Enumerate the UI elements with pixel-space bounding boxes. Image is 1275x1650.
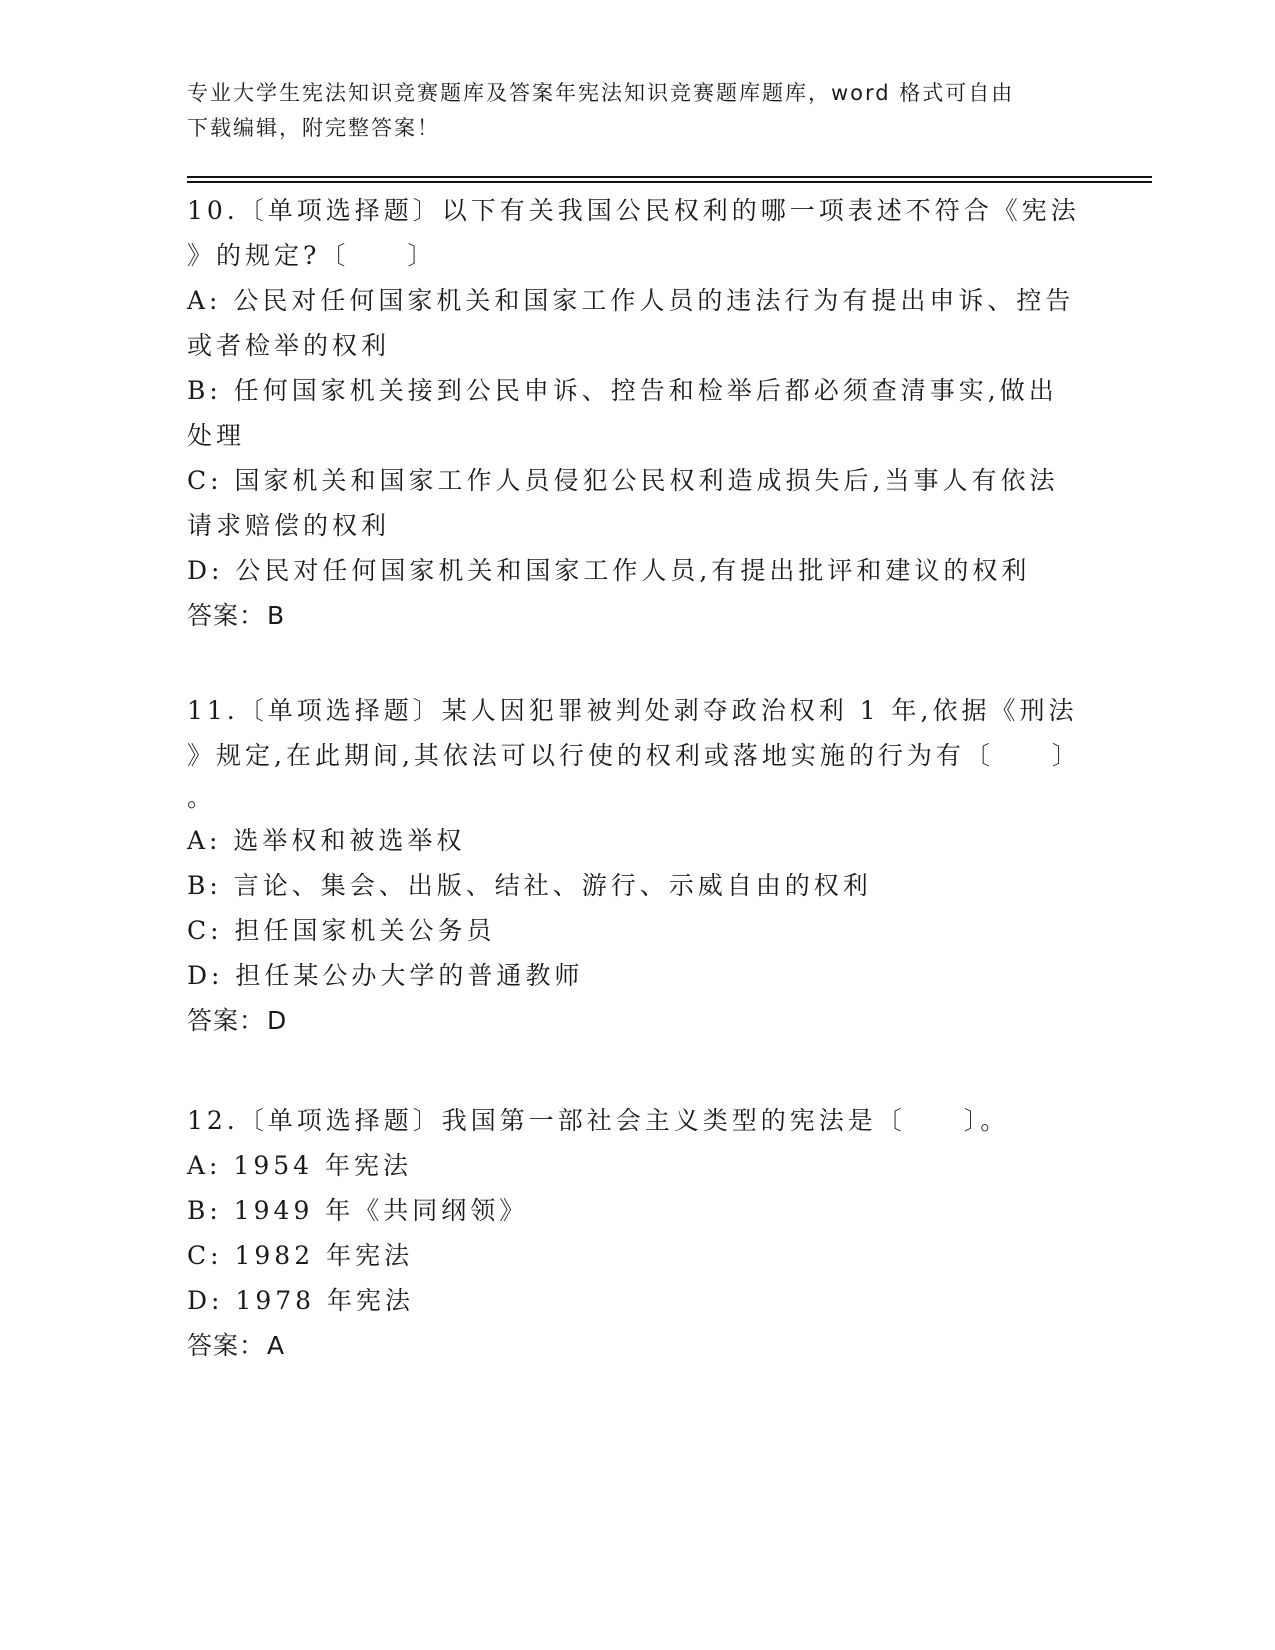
header-divider-bottom <box>187 181 1152 183</box>
question-stem-line: 》规定,在此期间,其依法可以行使的权利或落地实施的行为有〔 〕 <box>187 741 1081 770</box>
answer-line <box>187 998 1087 1043</box>
question-11 <box>187 688 1087 1043</box>
answer-line <box>187 593 1087 638</box>
answer-value: B <box>267 601 286 630</box>
option-a-line: A: 选举权和被选举权 <box>187 826 466 855</box>
question-stem-line: 11.〔单项选择题〕某人因犯罪被判处剥夺政治权利 1 年,依据《刑法 <box>187 696 1078 725</box>
answer-label: 答案： <box>187 1331 266 1360</box>
option-b-line: B: 言论、集会、出版、结社、游行、示威自由的权利 <box>187 871 872 900</box>
option-b-line: 处理 <box>187 421 246 450</box>
option-d-line: D: 1978 年宪法 <box>187 1286 414 1315</box>
option-c-line: C: 国家机关和国家工作人员侵犯公民权利造成损失后,当事人有依法 <box>187 466 1059 495</box>
option-d-line: D: 公民对任何国家机关和国家工作人员,有提出批评和建议的权利 <box>187 556 1031 585</box>
question-stem-line: 。 <box>187 783 217 812</box>
answer-line <box>187 1323 1087 1368</box>
header-divider-top <box>187 176 1152 178</box>
option-a-line: A: 公民对任何国家机关和国家工作人员的违法行为有提出申诉、控告 <box>187 286 1075 315</box>
answer-label: 答案： <box>187 601 266 630</box>
question-stem-line: 12.〔单项选择题〕我国第一部社会主义类型的宪法是〔 〕。 <box>187 1106 1010 1135</box>
answer-value: A <box>267 1331 286 1360</box>
question-stem-line: 》的规定?〔 〕 <box>187 241 437 270</box>
option-c-line: 请求赔偿的权利 <box>187 511 391 540</box>
option-a-line: 或者检举的权利 <box>187 331 391 360</box>
option-b-line: B: 1949 年《共同纲领》 <box>187 1196 529 1225</box>
option-d-line: D: 担任某公办大学的普通教师 <box>187 961 584 990</box>
question-10 <box>187 188 1087 638</box>
option-c-line: C: 1982 年宪法 <box>187 1241 414 1270</box>
option-c-line: C: 担任国家机关公务员 <box>187 916 496 945</box>
document-header <box>187 76 1087 146</box>
answer-value: D <box>267 1006 288 1035</box>
option-b-line: B: 任何国家机关接到公民申诉、控告和检举后都必须查清事实,做出 <box>187 376 1058 405</box>
question-12 <box>187 1098 1087 1368</box>
question-stem-line: 10.〔单项选择题〕以下有关我国公民权利的哪一项表述不符合《宪法 <box>187 196 1080 225</box>
answer-label: 答案： <box>187 1006 266 1035</box>
header-line-1: 专业大学生宪法知识竞赛题库及答案年宪法知识竞赛题库题库，word 格式可自由 <box>187 81 1015 105</box>
header-line-2: 下载编辑，附完整答案！ <box>187 116 440 140</box>
option-a-line: A: 1954 年宪法 <box>187 1151 412 1180</box>
